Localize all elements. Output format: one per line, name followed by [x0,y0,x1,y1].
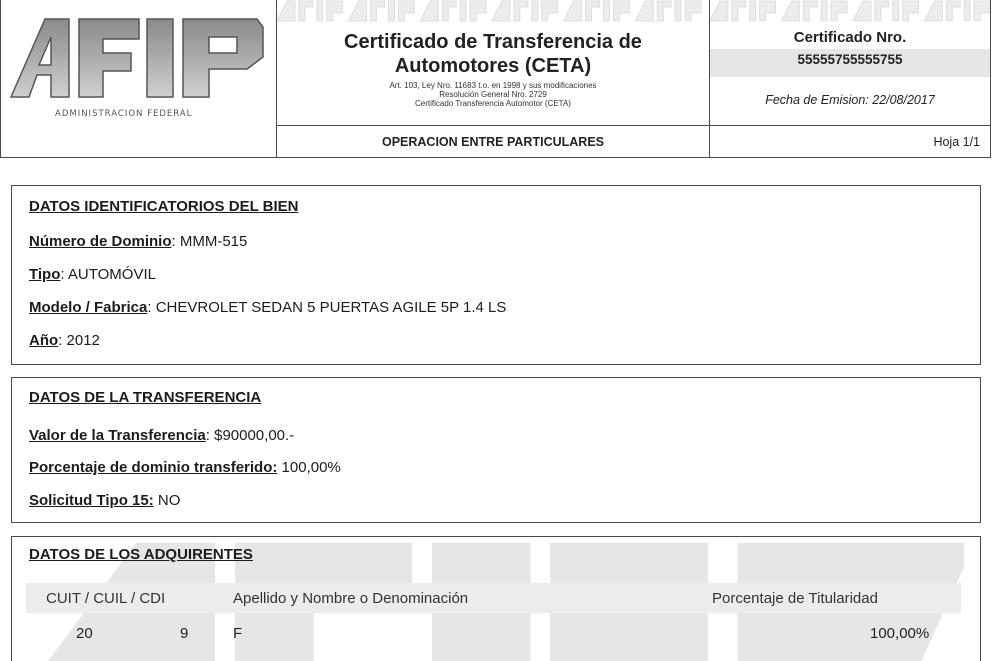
solicitud-field [29,492,180,509]
field-label: Modelo / Fabrica [29,299,148,316]
buyers-section [11,536,981,661]
certificate-label: Certificado Nro. [793,29,907,46]
field-value: : CHEVROLET SEDAN 5 PUERTAS AGILE 5P 1.4 LS [147,299,507,316]
watermark-band [710,0,990,25]
page-indicator: Hoja 1/1 [933,135,980,149]
legal-reference-1: Art. 103, Ley Nro. 11683 t.o. en 1998 y sus modificaciones [389,81,597,90]
anio-field [29,332,100,349]
logo-subtitle: ADMINISTRACION FEDERAL [55,109,193,119]
column-header-cuit: CUIT / CUIL / CDI [46,590,166,607]
field-label: Tipo [29,266,61,283]
certificate-number: 55555755555755 [710,49,990,77]
cuit-prefix: 20 [76,625,93,642]
porcentaje-field [29,459,341,476]
afip-logo [7,13,269,103]
tipo-field [29,266,156,283]
section-title: DATOS DE LA TRANSFERENCIA [29,389,262,406]
field-value: NO [153,492,181,509]
field-label: Número de Dominio [29,233,172,250]
certificate-panel [709,0,991,158]
valor-field [29,427,294,444]
field-label: Solicitud Tipo 15: [29,492,154,509]
document-title-line1: Certificado de Transferencia de [344,31,642,53]
cuit-suffix: 9 [180,625,189,642]
document-title-line2: Automotores (CETA) [394,55,592,77]
legal-reference-2: Resolución General Nro. 2729 [439,90,547,99]
divider [277,125,709,126]
section-title: DATOS IDENTIFICATORIOS DEL BIEN [29,198,299,215]
modelo-field [29,299,506,316]
issue-date: Fecha de Emision: 22/08/2017 [765,93,935,107]
field-value: : AUTOMÓVIL [60,266,156,283]
porcentaje-cell: 100,00% [870,625,930,642]
divider [710,125,990,126]
section-title: DATOS DE LOS ADQUIRENTES [29,546,253,563]
watermark-band [277,0,709,25]
field-value: : $90000,00.- [205,427,295,444]
vehicle-data-section [11,185,981,365]
field-label: Valor de la Transferencia [29,427,206,444]
field-label: Año [29,332,59,349]
column-header-porcentaje: Porcentaje de Titularidad [712,590,878,607]
column-header-nombre: Apellido y Nombre o Denominación [233,590,469,607]
field-value: : 2012 [58,332,100,349]
field-label: Porcentaje de dominio transferido: [29,459,278,476]
legal-reference-3: Certificado Transferencia Automotor (CETA) [415,99,571,108]
transfer-data-section [11,377,981,523]
nombre-cell: F [233,625,243,642]
afip-logo-panel [0,0,277,158]
field-value: 100,00% [277,459,341,476]
operation-type: OPERACION ENTRE PARTICULARES [381,135,604,149]
title-panel [276,0,710,158]
field-value: : MMM-515 [171,233,248,250]
dominio-field [29,233,247,250]
